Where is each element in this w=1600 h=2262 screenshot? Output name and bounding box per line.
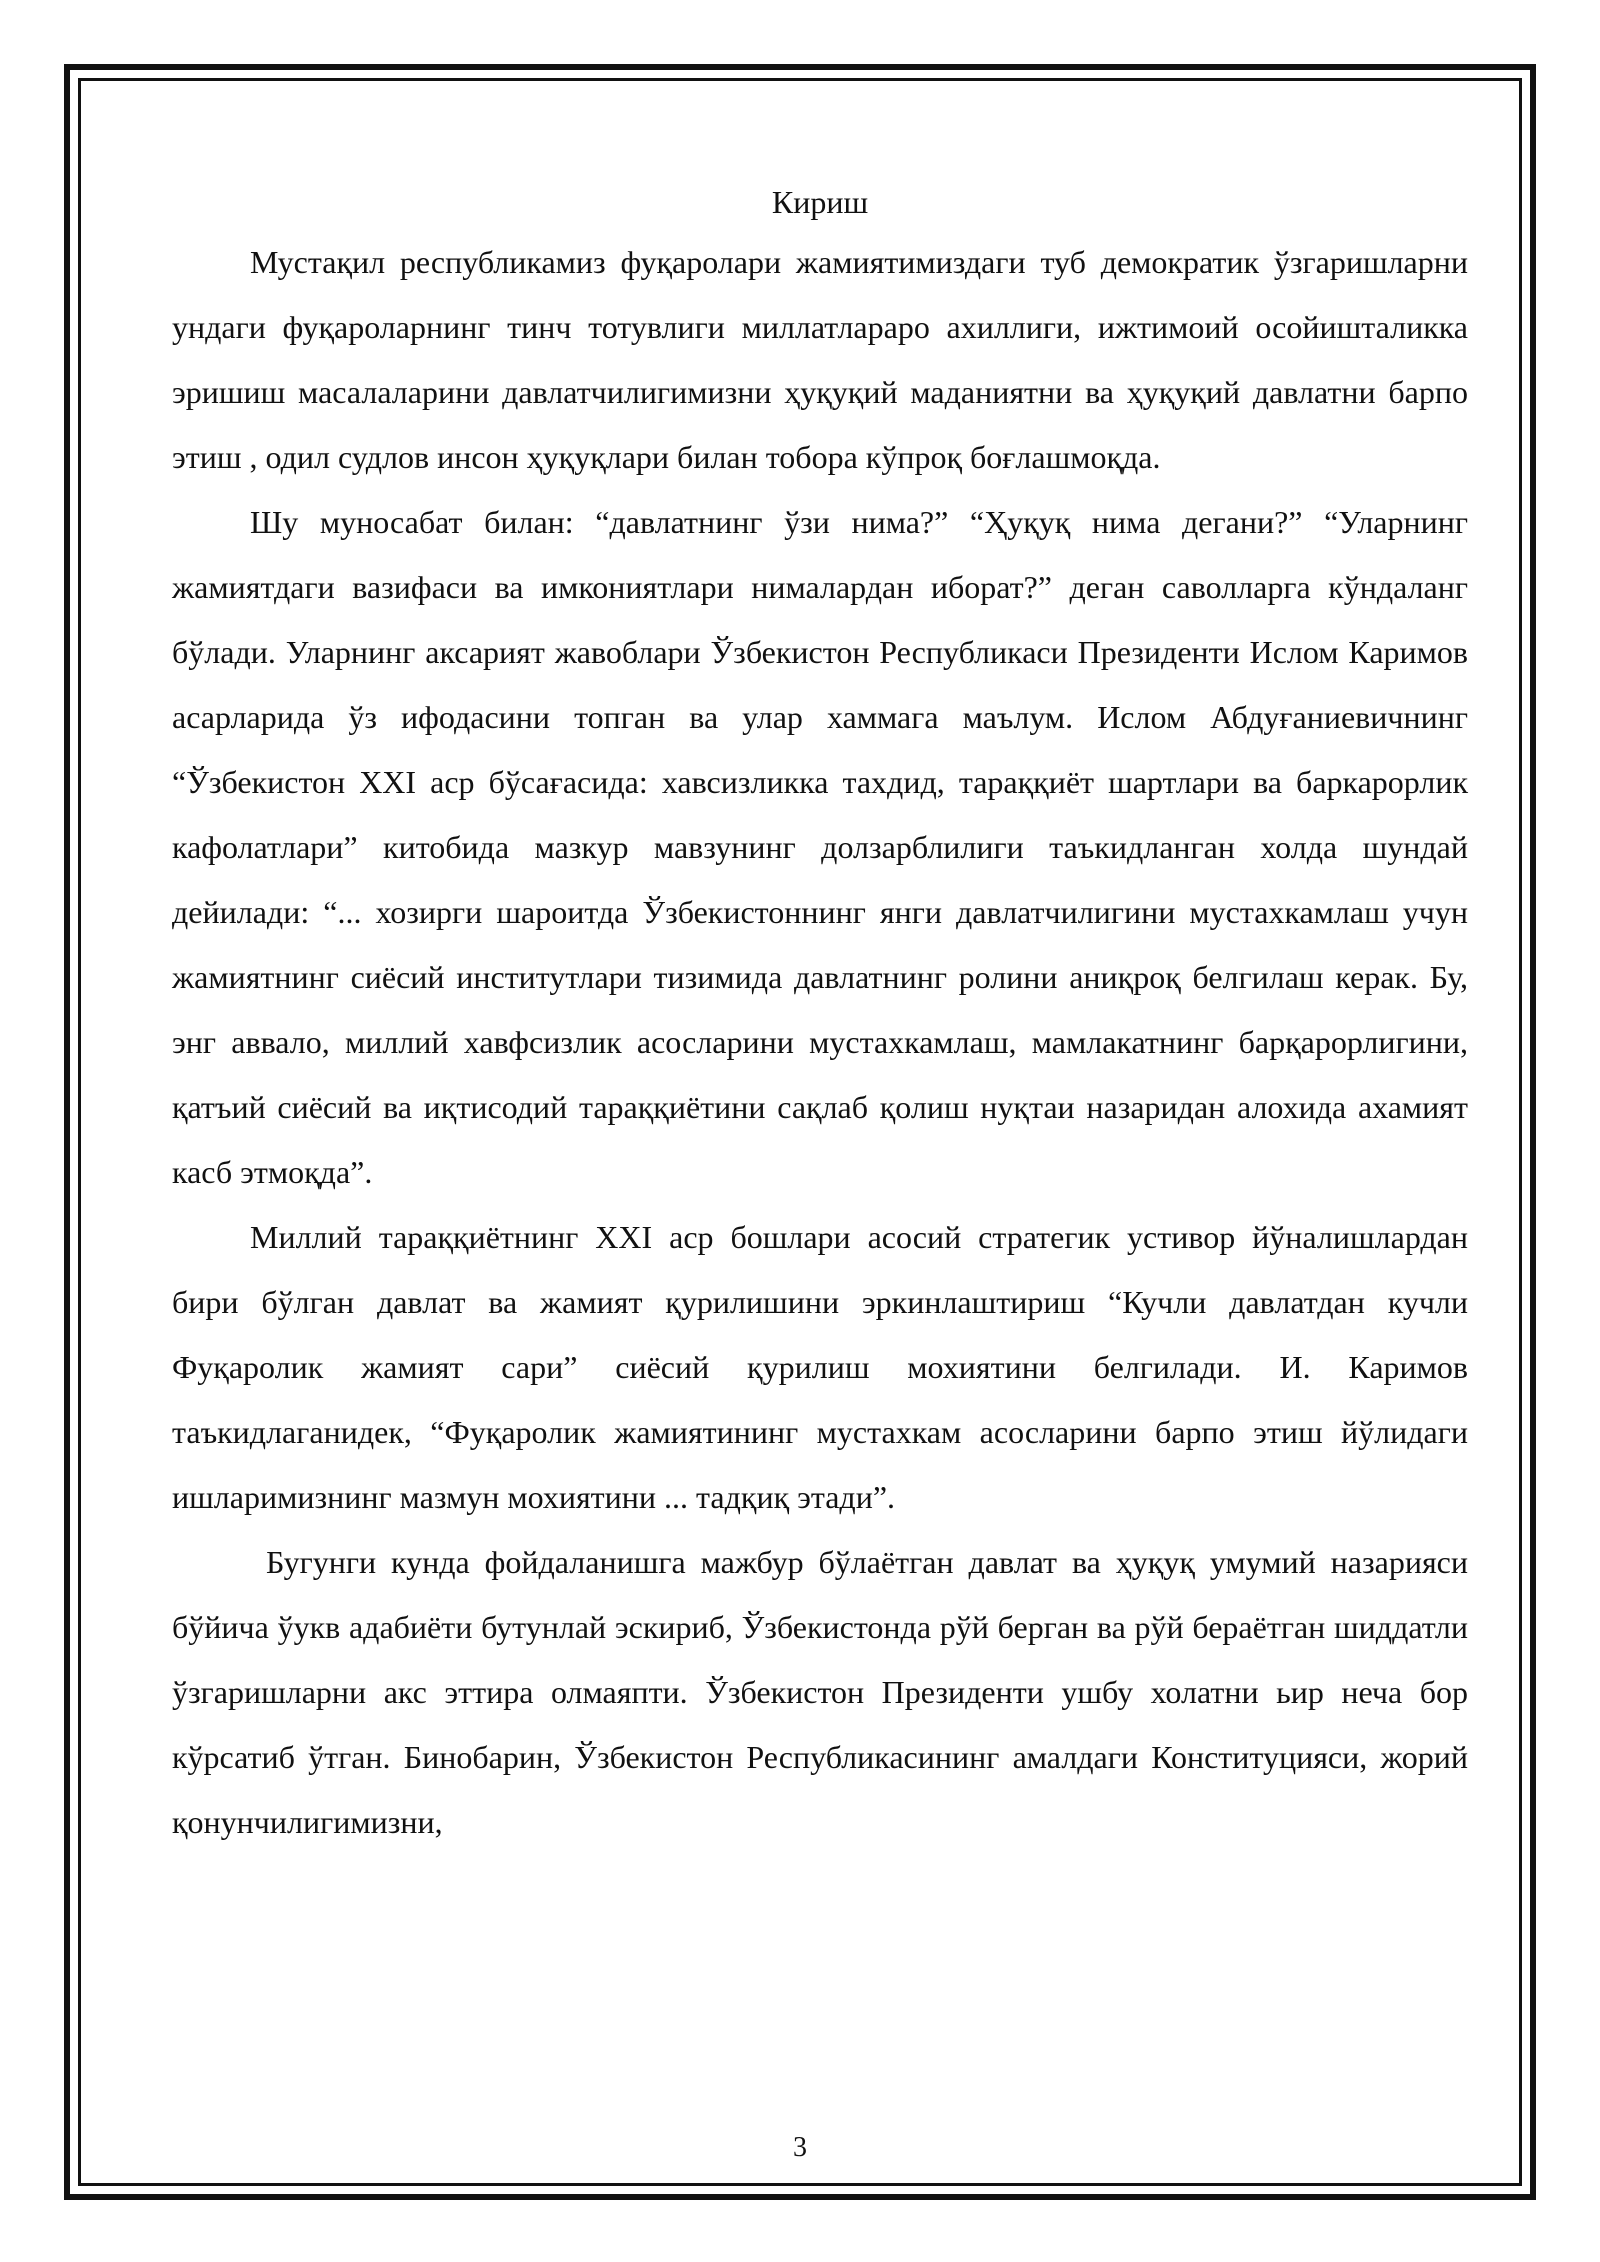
paragraph-2: Шу муносабат билан: “давлатнинг ўзи нима?” “Ҳуқуқ нима дегани?” “Уларнинг жамиятдаги вазифаси ва имкониятлари нималардан иборат?” деган саволларга кўндаланг бўлади. Уларнинг аксарият жавоблари Ўзбекистон Республикаси Президенти Ислом Каримов асарларида ўз ифодасини топган ва улар хаммага маълум. Ислом Абдуғаниевичнинг “Ўзбекистон XXI аср бўсағасида: хавсизликка тахдид, тараққиёт шартлари ва баркарорлик кафолатлари” китобида мазкур мавзунинг долзарблилиги таъкидланган холда шундай дейилади: “... хозирги шароитда Ўзбекистоннинг янги давлатчилигини мустахкамлаш учун жамиятнинг сиёсий институтлари тизимида давлатнинг ролини аниқроқ белгилаш керак. Бу, энг аввало, миллий хавфсизлик асосларини мустахкамлаш, мамлакатнинг барқарорлигини, қатъий сиёсий ва иқтисодий тараққиётини сақлаб қолиш нуқтаи назаридан алохида ахамият касб этмоқда”. [172,504,1468,1190]
document-title: Кириш [771,184,869,220]
paragraph-4: Бугунги кунда фойдаланишга мажбур бўлаётган давлат ва ҳуқуқ умумий назарияси бўйича ўукв адабиёти бутунлай эскириб, Ўзбекистонда рўй берган ва рўй бераётган шиддатли ўзгаришларни акс эттира олмаяпти. Ўзбекистон Президенти ушбу холатни ьир неча бор кўрсатиб ўтган. Бинобарин, Ўзбекистон Республикасининг амалдаги Конституцияси, жорий қонунчилигимизни, [172,1544,1468,1840]
paragraph-3: Миллий тараққиётнинг XXI аср бошлари асосий стратегик устивор йўналишлардан бири бўлган давлат ва жамият қурилишини эркинлаштириш “Кучли давлатдан кучли Фуқаролик жамият сари” сиёсий қурилиш мохиятини белгилади. И. Каримов таъкидлаганидек, “Фуқаролик жамиятининг мустахкам асосларини барпо этиш йўлидаги ишларимизнинг мазмун мохиятини ... тадқиқ этади”. [172,1219,1468,1515]
page-content [172,178,1468,1855]
page-number: 3 [793,2132,807,2163]
paragraph-1: Мустақил республикамиз фуқаролари жамиятимиздаги туб демократик ўзгаришларни ундаги фуқароларнинг тинч тотувлиги миллатлараро ахиллиги, ижтимоий осойишталикка эришиш масалаларини давлатчилигимизни ҳуқуқий маданиятни ва ҳуқуқий давлатни барпо этиш , одил судлов инсон ҳуқуқлари билан тобора кўпроқ боғлашмоқда. [172,244,1468,475]
